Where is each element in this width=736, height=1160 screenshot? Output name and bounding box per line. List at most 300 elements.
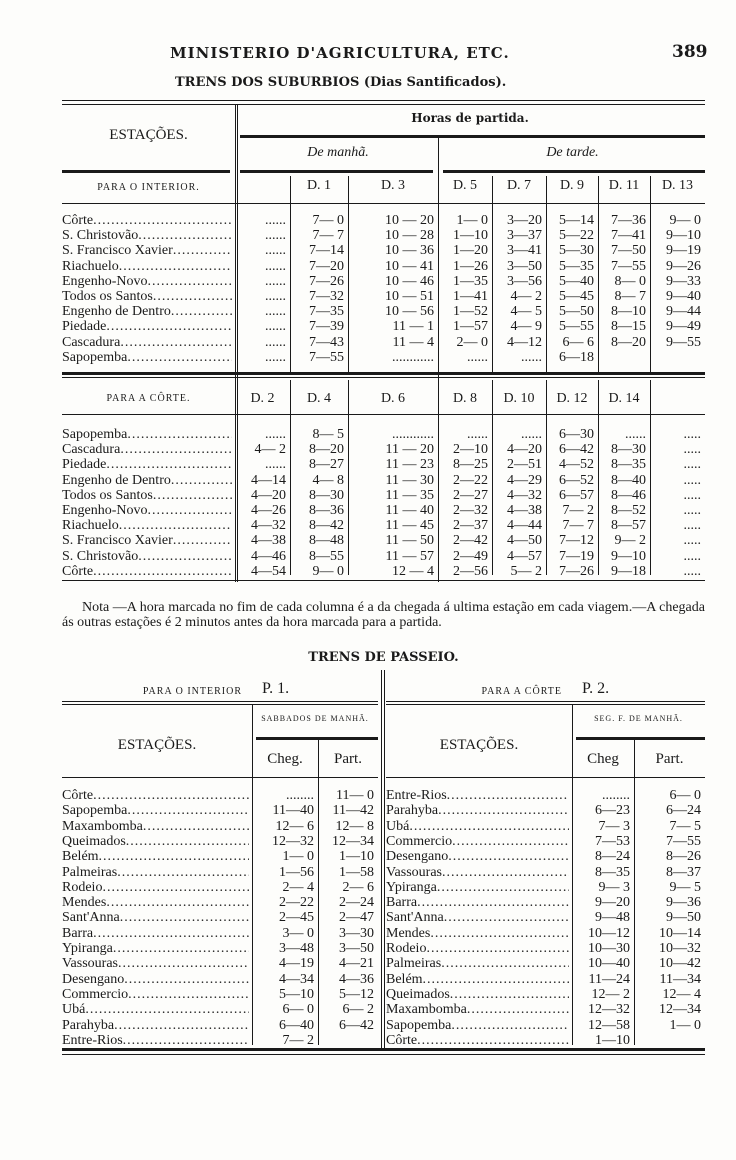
dot-leader [120,910,249,925]
time-cell: ..... [683,427,701,442]
time-cell: ...... [265,349,286,365]
p1-part-header: Part. [334,751,362,767]
station-label: Todos os Santos [62,289,153,304]
station-label: Engenho de Dentro [62,472,171,488]
dot-leader [106,319,232,334]
dot-leader [437,880,569,895]
time-cell: 10—12 [588,925,630,941]
time-cell: 4—26 [251,503,286,518]
station-label: S. Christovão [62,228,139,244]
dot-leader [171,304,232,319]
time-cell: 4—46 [251,548,286,564]
station-label: Belém [386,971,423,987]
station-name [62,549,235,564]
time-cell: 8— 7 [614,289,646,304]
time-cell: 2—22 [453,472,488,488]
station-name [62,442,235,457]
station-name [386,910,572,925]
time-cell: ...... [265,258,286,274]
station-name [62,518,235,533]
station-name [62,259,235,274]
station-name [386,895,572,910]
time-cell: 10—40 [588,956,630,972]
rule [386,704,705,705]
time-cell: 9—55 [666,334,701,350]
time-cell: 7—32 [309,289,344,304]
time-cell: 2—51 [507,457,542,473]
dot-leader [148,274,232,289]
station-label: Piedade [62,319,107,335]
time-cell: 7—14 [309,243,344,259]
time-cell: 10—42 [659,956,701,972]
dot-leader [119,259,232,274]
time-cell: 12— 6 [275,818,314,834]
station-name [62,880,252,895]
time-cell: ...... [265,319,286,335]
time-cell: 9— 2 [614,533,646,549]
time-cell: 6—24 [666,803,701,819]
time-cell: ..... [683,487,701,503]
time-cell: 8—42 [309,518,344,534]
train-column-header: D. 3 [380,178,406,193]
time-cell: 2—47 [339,910,374,926]
train-column-header: D. 2 [250,391,275,406]
time-cell: 7—39 [309,319,344,335]
time-cell: 5—14 [559,213,594,228]
time-cell: 7— 7 [562,518,594,534]
dot-leader [127,427,232,442]
time-cell: 1—10 [453,228,488,244]
station-label: Entre-Rios [386,788,447,803]
dot-leader [452,834,569,849]
station-label: Rodeio [62,879,103,895]
dot-leader [114,1018,249,1033]
time-cell: 8—20 [309,442,344,458]
station-name [386,819,572,834]
time-cell: 8—15 [611,319,646,335]
time-cell: 11 — 23 [385,457,434,473]
time-cell: 7—53 [595,833,630,849]
time-cell: 11 — 45 [385,518,434,534]
station-label: Ypiranga [386,879,437,895]
time-cell: 8—26 [666,849,701,865]
station-label: Riachuelo [62,518,119,534]
train-column-header: D. 12 [556,391,588,406]
time-cell: 2—37 [453,518,488,534]
rule [62,580,705,581]
time-cell: 5—10 [279,986,314,1002]
station-name [62,1018,252,1033]
time-cell: 7—55 [309,349,344,365]
time-cell: 5—22 [559,228,594,244]
station-name [62,457,235,472]
station-label: Piedade [62,457,107,473]
time-cell: 10 — 20 [385,213,434,228]
station-name [62,228,235,243]
station-label: Desengano [386,849,449,865]
dot-leader [138,549,232,564]
passeio-title: TRENS DE PASSEIO. [308,650,459,665]
time-cell: 4— 9 [510,319,542,335]
time-cell: 7— 7 [312,228,344,244]
station-label: Maxambomba [62,818,143,834]
time-cell: 10—30 [588,941,630,956]
rule [62,170,230,173]
time-cell: 2— 0 [456,334,488,350]
time-cell: 8— 0 [614,273,646,289]
time-cell: 1—56 [279,864,314,880]
time-cell: 10—14 [659,925,701,941]
station-label: Palmeiras [386,956,442,972]
p1-stations-label: ESTAÇÕES. [117,737,197,753]
time-cell: 6—42 [339,1017,374,1033]
time-cell: 6—30 [559,427,594,442]
time-cell: 11 — 20 [385,442,434,458]
station-name [62,350,235,365]
time-cell: ..... [683,533,701,549]
dot-leader [138,228,232,243]
dot-leader [143,819,249,834]
time-cell: 6—40 [279,1017,314,1033]
station-label: Sapopemba [62,427,128,442]
dot-leader [153,289,232,304]
time-cell: 7—26 [309,273,344,289]
p1-cheg-header: Cheg. [267,751,303,767]
rule [443,170,705,173]
station-name [62,335,235,350]
time-cell: ........ [602,788,630,803]
station-name [62,319,235,334]
time-cell: 9— 5 [669,879,701,895]
p1-schedule: SABBADOS DE MANHÃ. [261,714,369,723]
station-label: Sapopemba [386,1017,452,1033]
time-cell: ...... [265,304,286,320]
station-name [62,926,252,941]
time-cell: 7— 2 [562,503,594,518]
time-cell: 1—57 [453,319,488,335]
p1-train-number: P. 1. [262,680,290,697]
station-name [62,1033,252,1048]
train-column-header: D. 5 [452,178,478,193]
stations-label: ESTAÇÕES. [109,127,188,143]
station-name [62,274,235,289]
station-name [386,865,572,880]
time-cell: 1—26 [453,258,488,274]
station-label: Belém [62,849,99,865]
dot-leader [93,926,249,941]
time-cell: 8—37 [666,864,701,880]
station-name [62,788,252,803]
station-label: Ubá [386,818,410,834]
station-name [62,213,235,228]
station-label: Cascadura [62,334,121,350]
time-cell: 8—27 [309,457,344,473]
time-cell: 5—30 [559,243,594,259]
time-cell: 6—52 [559,472,594,488]
time-cell: 11 — 1 [392,319,434,335]
time-cell: 4—19 [279,956,314,972]
p2-direction: PARA A CÔRTE [481,686,562,697]
time-cell: ...... [467,349,488,365]
dot-leader [123,1033,249,1048]
time-cell: 4—34 [279,971,314,987]
p2-stations-label: ESTAÇÕES. [439,737,519,753]
station-label: Côrte [386,1032,418,1048]
time-cell: 8—48 [309,533,344,549]
station-label: Palmeiras [62,864,118,880]
time-cell: 11 — 35 [385,487,434,503]
time-cell: 1— 0 [669,1017,701,1033]
time-cell: 1—58 [339,864,374,880]
time-cell: 12— 4 [662,986,701,1002]
dot-leader [423,972,569,987]
time-cell: 2—10 [453,442,488,458]
time-cell: 1—20 [453,243,488,259]
time-cell: 4—21 [339,956,374,972]
station-label: Commercio [62,986,129,1002]
time-cell: 4—50 [507,533,542,549]
station-label: Queimados [62,833,126,849]
time-cell: 11—42 [332,803,374,819]
time-cell: 7—26 [559,563,594,579]
time-cell: 3—41 [507,243,542,259]
station-name [386,1033,572,1048]
time-cell: 4—38 [507,503,542,518]
time-cell: 9—10 [611,548,646,564]
tarde-label: De tarde. [546,145,599,160]
time-cell: 2—56 [453,563,488,579]
station-label: Côrte [62,213,94,228]
time-cell: 9— 0 [312,563,344,579]
station-name [62,819,252,834]
time-cell: ...... [265,334,286,350]
time-cell: 9—19 [666,243,701,259]
time-cell: 4—57 [507,548,542,564]
time-cell: ...... [265,457,286,473]
station-label: Queimados [386,986,450,1002]
station-label: Vassouras [62,956,118,972]
train-column-header: D. 8 [452,391,478,406]
dot-leader [106,895,249,910]
rule [62,701,378,702]
station-label: Mendes [386,925,431,941]
time-cell: 2—22 [279,895,314,911]
rule [62,372,705,375]
station-name [386,849,572,864]
time-cell: 9—48 [595,910,630,926]
dot-leader [442,865,569,880]
station-label: Sant'Anna [62,910,120,926]
time-cell: 10 — 56 [385,304,434,320]
time-cell: 3—37 [507,228,542,244]
time-cell: 7—20 [309,258,344,274]
station-name [62,803,252,818]
time-cell: ..... [683,518,701,534]
time-cell: 12— 2 [591,986,630,1002]
station-label: Todos os Santos [62,487,153,503]
time-cell: 11—24 [588,971,630,987]
train-column-header: D. 1 [306,178,332,193]
dot-leader [120,335,232,350]
time-cell: ...... [265,289,286,304]
dot-leader [93,788,249,803]
station-label: Engenho-Novo [62,503,148,518]
station-label: Barra [62,925,94,941]
time-cell: 8—20 [611,334,646,350]
time-cell: 1—10 [339,849,374,865]
time-cell: 12—32 [272,833,314,849]
station-label: Côrte [62,563,94,579]
dot-leader [99,849,249,864]
time-cell: 6—23 [595,803,630,819]
time-cell: 6—42 [559,442,594,458]
time-cell: 9—50 [666,910,701,926]
time-cell: ...... [265,228,286,244]
time-cell: 9—44 [666,304,701,320]
station-name [62,834,252,849]
station-label: Engenho-Novo [62,273,148,289]
station-name [62,987,252,1002]
time-cell: 10 — 28 [385,228,434,244]
time-cell: 6—57 [559,487,594,503]
station-name [62,972,252,987]
time-cell: ...... [467,427,488,442]
time-cell: 9—10 [666,228,701,244]
time-cell: 9—49 [666,319,701,335]
dot-leader [417,1033,569,1048]
running-head-title: MINISTERIO D'AGRICULTURA, ETC. [170,44,510,62]
dot-leader [148,503,232,518]
time-cell: 7— 2 [282,1032,314,1048]
time-cell: ...... [265,243,286,259]
time-cell: 6— 6 [562,334,594,350]
rule [62,777,378,778]
dot-leader [417,895,569,910]
time-cell: 8—35 [595,864,630,880]
train-column-header: D. 10 [503,391,535,406]
station-name [386,880,572,895]
rule [576,737,705,740]
dot-leader [127,803,249,818]
time-cell: 7—55 [611,258,646,274]
time-cell: 7—35 [309,304,344,320]
time-cell: ...... [625,427,646,442]
station-label: Vassouras [386,864,442,880]
horas-label: Horas de partida. [411,111,529,125]
time-cell: 11 — 57 [385,548,434,564]
time-cell: 5—45 [559,289,594,304]
time-cell: 10 — 36 [385,243,434,259]
time-cell: 2— 6 [342,879,374,895]
time-cell: ........ [286,788,314,803]
time-cell: 8—40 [611,472,646,488]
time-cell: 3—48 [279,941,314,956]
time-cell: 4—29 [507,472,542,488]
station-name [386,972,572,987]
time-cell: 12 — 4 [392,563,434,579]
time-cell: 8—35 [611,457,646,473]
time-cell: 8—36 [309,503,344,518]
station-name [386,834,572,849]
rule [62,704,378,705]
time-cell: 12— 8 [335,818,374,834]
station-name [386,987,572,1002]
dot-leader [171,473,232,488]
interior-label: PARA O INTERIOR. [97,182,200,193]
time-cell: 1—41 [453,289,488,304]
dot-leader [127,350,232,365]
dot-leader [451,1018,569,1033]
time-cell: 4—20 [251,487,286,503]
station-name [386,1002,572,1017]
station-name [386,1018,572,1033]
p2-cheg-header: Cheg [587,751,619,767]
time-cell: 8—46 [611,487,646,503]
station-label: Côrte [62,788,94,803]
time-cell: ..... [683,457,701,473]
train-column-header: D. 13 [661,178,694,193]
time-cell: 4— 5 [510,304,542,320]
station-label: Riachuelo [62,258,119,274]
train-column-header: D. 11 [608,178,640,193]
time-cell: 5—55 [559,319,594,335]
station-label: Sant'Anna [386,910,444,926]
time-cell: ..... [683,548,701,564]
time-cell: 2—42 [453,533,488,549]
manha-label: De manhã. [307,145,369,160]
station-label: Commercio [386,833,453,849]
time-cell: 1— 0 [282,849,314,865]
footnote: Nota —A hora marcada no fim de cada columna é a da chegada á ultima estação em cada viagem.—A chegada ás outras estações é 2 minutos antes da hora marcada para a partida. [62,600,705,630]
time-cell: 11—34 [659,971,701,987]
time-cell: 8—30 [309,487,344,503]
time-cell: ...... [265,427,286,442]
dot-leader [450,987,569,1002]
dot-leader [173,243,232,258]
dot-leader [447,788,569,803]
time-cell: 9—40 [666,289,701,304]
station-name [62,564,235,579]
station-name [62,956,252,971]
station-label: Engenho de Dentro [62,304,171,320]
station-name [386,788,572,803]
time-cell: 3—50 [339,941,374,956]
dot-leader [113,941,249,956]
dot-leader [93,564,232,579]
station-label: Ubá [62,1002,86,1018]
station-name [386,926,572,941]
station-name [62,895,252,910]
time-cell: 9—33 [666,273,701,289]
station-name [62,289,235,304]
dot-leader [126,834,249,849]
time-cell: ..... [683,472,701,488]
rule [62,377,705,378]
time-cell: 5—40 [559,273,594,289]
time-cell: 9— 3 [598,879,630,895]
time-cell: 7— 3 [598,818,630,834]
time-cell: 5—35 [559,258,594,274]
time-cell: 2—49 [453,548,488,564]
station-label: Parahyba [386,803,439,819]
station-label: S. Francisco Xavier [62,533,173,549]
time-cell: 9—20 [595,895,630,911]
dot-leader [173,533,232,548]
time-cell: 8—25 [453,457,488,473]
station-name [62,910,252,925]
time-cell: 7—50 [611,243,646,259]
time-cell: 6— 2 [342,1002,374,1018]
